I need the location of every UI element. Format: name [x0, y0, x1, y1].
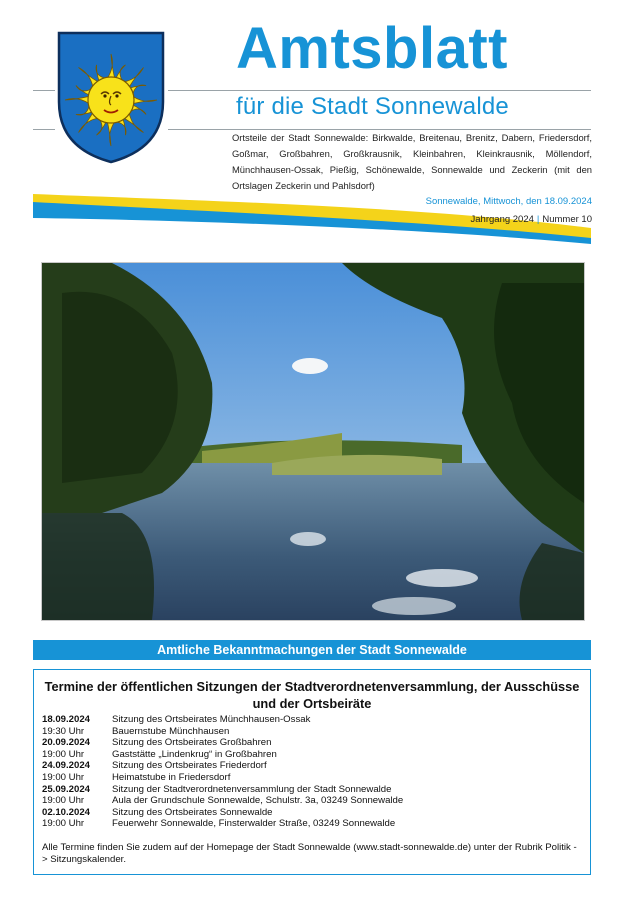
- schedule-location: Heimatstube in Friedersdorf: [112, 771, 231, 783]
- volume: Jahrgang 2024: [470, 214, 534, 225]
- schedule-event: Sitzung des Ortsbeirates Münchhausen-Ossak: [112, 714, 311, 725]
- issue-number: Nummer 10: [542, 214, 592, 225]
- schedule-row: [42, 772, 582, 784]
- newsletter-subtitle: für die Stadt Sonnewalde: [236, 93, 509, 120]
- schedule-row: [42, 807, 582, 819]
- schedule-event: Sitzung der Stadtverordnetenversammlung der Stadt Sonnewalde: [112, 783, 392, 795]
- schedule-row: [42, 714, 582, 726]
- meetings-title: Termine der öffentlichen Sitzungen der Stadtverordnetenversammlung, der Ausschüsse und der Ortsbeiräte: [44, 679, 580, 711]
- schedule-row: [42, 737, 582, 749]
- meetings-note: Alle Termine finden Sie zudem auf der Homepage der Stadt Sonnewalde (www.stadt-sonnewalde.de) unter der Rubrik Politik -> Sitzungskalender.: [42, 842, 577, 865]
- schedule-event: Sitzung des Ortsbeirates Großbahren: [112, 737, 272, 749]
- schedule-location: Feuerwehr Sonnewalde, Finsterwalder Straße, 03249 Sonnewalde: [112, 818, 396, 830]
- districts-list: Ortsteile der Stadt Sonnewalde: Birkwalde, Breitenau, Brenitz, Dabern, Friedersdorf, Goßmar, Großbahren, Großkrausnik, Kleinbahren, Kleinkrausnik, Möllendorf, Münchhausen-Ossak, Pießig, Schönewalde, Sonnewalde und Zeckerin (mit den Ortslagen Zeckerin und Pahlsdorf): [232, 132, 592, 191]
- header-rule-top: [168, 90, 591, 91]
- announcements-banner: Amtliche Bekanntmachungen der Stadt Sonnewalde: [33, 640, 591, 660]
- schedule-row: [42, 760, 582, 772]
- schedule-row: [42, 795, 582, 807]
- issue-number-line: [471, 214, 592, 225]
- schedule-row: [42, 749, 582, 761]
- schedule-row: [42, 726, 582, 738]
- schedule-date: 20.09.2024: [42, 737, 91, 749]
- schedule-time: 19:00 Uhr: [42, 748, 85, 760]
- schedule-location: Bauernstube Münchhausen: [112, 725, 230, 737]
- schedule-time: 19:00 Uhr: [42, 818, 85, 830]
- schedule-time: 19:00 Uhr: [42, 795, 85, 807]
- schedule-date: 02.10.2024: [42, 806, 91, 818]
- schedule-location: Gaststätte „Lindenkrug“ in Großbahren: [112, 748, 277, 760]
- separator: |: [536, 214, 540, 225]
- schedule-time: 19:30 Uhr: [42, 725, 85, 737]
- schedule-location: Aula der Grundschule Sonnewalde, Schulstr. 3a, 03249 Sonnewalde: [112, 795, 404, 807]
- schedule-date: 24.09.2024: [42, 760, 91, 772]
- schedule-event: Sitzung des Ortsbeirates Sonnewalde: [112, 806, 273, 818]
- issue-date: Sonnewalde, Mittwoch, den 18.09.2024: [425, 196, 592, 207]
- lake-photo: [41, 262, 585, 621]
- schedule-time: 19:00 Uhr: [42, 771, 85, 783]
- sun-crest-icon: [56, 30, 166, 164]
- schedule-event: Sitzung des Ortsbeirates Friederdorf: [112, 760, 267, 772]
- meetings-box: [33, 669, 591, 875]
- header-rule-left-bottom: [33, 129, 55, 130]
- header-rule-left-top: [33, 90, 55, 91]
- schedule-date: 18.09.2024: [42, 714, 91, 725]
- schedule-date: 25.09.2024: [42, 783, 91, 795]
- meetings-schedule: [42, 714, 582, 830]
- schedule-row: [42, 818, 582, 830]
- schedule-row: [42, 784, 582, 796]
- newsletter-title: Amtsblatt: [236, 16, 508, 81]
